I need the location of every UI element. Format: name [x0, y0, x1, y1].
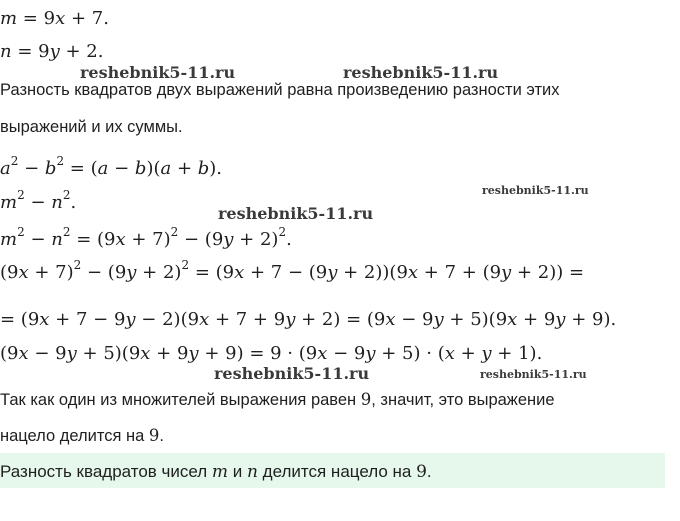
watermark: reshebnik5-11.ru — [343, 63, 499, 82]
watermark: reshebnik5-11.ru — [80, 63, 236, 82]
expansion-line-2: = (9x + 7 − 9y − 2)(9x + 7 + 9y + 2) = (9x − 9y + 5)(9x + 9y + 9). — [0, 309, 617, 330]
conclusion-var-m: m — [211, 462, 229, 482]
explanation-line-4-number: 9 — [148, 426, 160, 445]
m-definition: m = 9x + 7. — [0, 8, 109, 29]
watermark: reshebnik5-11.ru — [482, 184, 589, 197]
conclusion-middle: делится нацело на — [257, 462, 417, 481]
conclusion-text — [0, 462, 432, 482]
conclusion-var-n: n — [247, 462, 258, 482]
m2-minus-n2: $m^2 - n^2$. — [0, 188, 77, 213]
expansion-line-1: $(9x + 7)^2 - (9y + 2)^2 = (9x + 7 - (9y + 2))(9x + 7 + (9y + 2))$ = — [0, 258, 585, 283]
explanation-line-3-suffix: , значит, это выражение — [371, 391, 555, 409]
conclusion-prefix: Разность квадратов чисел — [0, 462, 212, 481]
watermark: reshebnik5-11.ru — [214, 364, 370, 383]
difference-of-squares-formula: $a^2 - b^2 = (a - b)(a + b)$. — [0, 154, 223, 179]
conclusion-box — [0, 453, 665, 488]
conclusion-number: 9 — [416, 462, 427, 482]
explanation-line-3-number: 9 — [360, 390, 372, 409]
watermark: reshebnik5-11.ru — [218, 204, 374, 223]
explanation-line-2: выражений и их суммы. — [0, 118, 183, 136]
n-definition: n = 9y + 2. — [0, 41, 104, 62]
explanation-line-1: Разность квадратов двух выражений равна произведению разности этих — [0, 81, 560, 99]
substitution-line: $m^2 - n^2 = (9x + 7)^2 - (9y + 2)^2$. — [0, 225, 292, 250]
watermark: reshebnik5-11.ru — [480, 368, 587, 381]
explanation-line-4-suffix: . — [159, 427, 164, 445]
explanation-line-3-prefix: Так как один из множителей выражения равен — [0, 391, 361, 409]
factorization-line: (9x − 9y + 5)(9x + 9y + 9) = 9 · (9x − 9y + 5) · (x + y + 1). — [0, 343, 543, 364]
explanation-line-3 — [0, 392, 555, 409]
conclusion-and: и — [228, 462, 247, 481]
explanation-line-4-prefix: нацело делится на — [0, 427, 149, 445]
explanation-line-4 — [0, 428, 164, 445]
conclusion-suffix: . — [426, 462, 432, 481]
